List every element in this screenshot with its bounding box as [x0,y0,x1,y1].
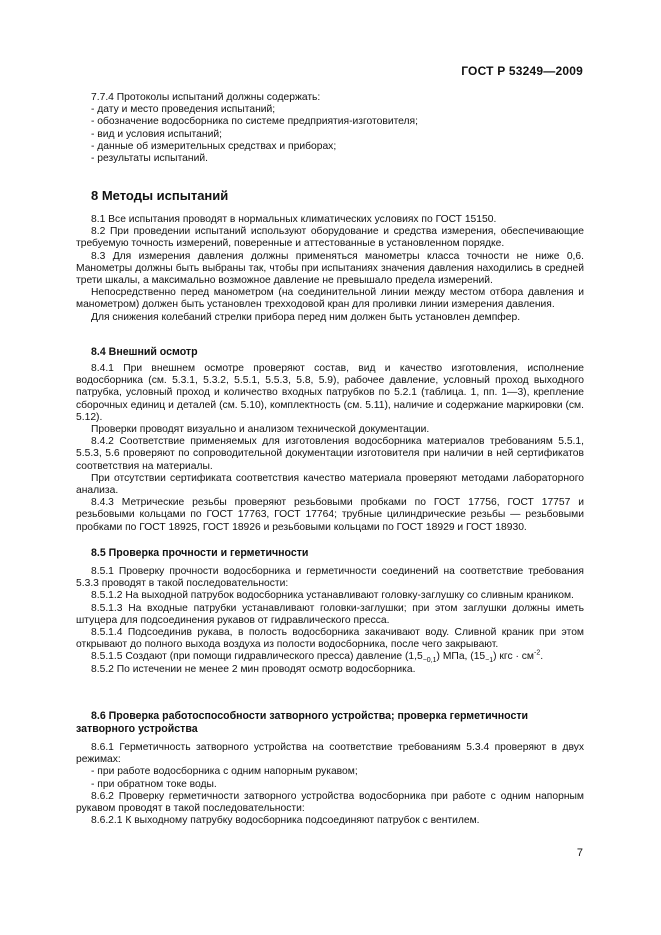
paragraph-8-3: 8.3 Для измерения давления должны применяться манометры класса точности не ниже 0,6. Манометры должны быть выбраны так, чтобы при испытаниях значения давления находились в средней трети шкалы, а максимально возможное давление не превышало предела измерений. [76,250,584,287]
paragraph-8-4-1-visual: Проверки проводят визуально и анализом технической документации. [91,424,430,436]
section-8 [76,190,584,202]
section-8-5-title: 8.5 Проверка прочности и герметичности [91,547,309,559]
paragraph-8-4-1: 8.4.1 При внешнем осмотре проверяют состав, вид и качество изготовления, исполнение водосборника (см. 5.3.1, 5.3.2, 5.5.1, 5.5.3, 5.8, 5.9), рабочее давление, условный проход выходного патрубка, условный проход и количество входных патрубков по 5.2.1 (таблица. 1, пп. 1—3), крепление сборочных единиц и деталей (см. 5.10), комплектность (см. 5.11), наличие и содержание маркировки (см. 5.12). [76,363,584,423]
pressure-text-e: ) кгс · см [493,651,534,663]
section-8-title: 8 Методы испытаний [91,188,229,203]
section-8-5-body [76,566,584,676]
section-8-6-title: 8.6 Проверка работоспособности затворного устройства; проверка герметичности затворного устройства [76,710,529,735]
list-item: - вид и условия испытаний; [91,128,222,140]
paragraph-8-6-2-1: 8.6.2.1 К выходному патрубку водосборника подсоединяют патрубок с вентилем. [91,815,480,827]
paragraph-8-6-2: 8.6.2 Проверку герметичности затворного устройства водосборника при работе с одним напорным рукавом проводят в такой последовательности: [76,790,584,815]
paragraph-8-1: 8.1 Все испытания проводят в нормальных климатических условиях по ГОСТ 15150. [91,214,497,225]
section-8-6 [76,710,584,736]
list-item: - при обратном токе воды. [91,778,217,790]
paragraph-8-5-1-4: 8.5.1.4 Подсоединив рукава, в полость водосборника закачивают воду. Сливной краник при этом открывают до полного выхода воздуха из полости водосборника, после чего закрывают. [76,627,584,651]
paragraph-8-5-2: 8.5.2 По истечении не менее 2 мин проводят осмотр водосборника. [91,663,416,675]
pressure-tolerance-kgf: −1 [485,657,494,665]
paragraph-8-5-1-5 [76,651,584,663]
paragraph-8-2: 8.2 При проведении испытаний используют оборудование и средства измерения, обеспечивающие требуемую точность измерений, поверенные и аттестованные в установленном порядке. [76,226,584,250]
paragraph-8-5-1-2: 8.5.1.2 На выходной патрубок водосборника устанавливают головку-заглушку со сливным краником. [91,590,574,602]
paragraph-8-4-2-lab: При отсутствии сертификата соответствия качество материала проверяют методами лабораторного анализа. [76,472,584,497]
list-item: - обозначение водосборника по системе предприятия-изготовителя; [91,116,418,128]
list-item: - дату и место проведения испытаний; [91,104,276,116]
paragraph-8-6-1: 8.6.1 Герметичность затворного устройства на соответствие требованиям 5.3.4 проверяют в двух режимах: [76,742,584,766]
paragraph-8-5-1: 8.5.1 Проверку прочности водосборника и герметичности соединений на соответствие требования 5.3.3 проводят в такой последовательности: [76,566,584,590]
pressure-text-g: . [540,651,544,663]
section-8-4 [76,346,584,358]
section-8-4-body [76,363,584,534]
page-number: 7 [576,847,583,859]
section-8-5 [76,547,584,559]
pressure-text-c: ) МПа, (15 [436,651,486,663]
list-item: - при работе водосборника с одним напорным рукавом; [91,766,358,778]
pressure-tolerance-mpa: −0,1 [422,657,437,665]
section-7-7-4 [76,92,584,165]
paragraph-8-3-damper: Для снижения колебаний стрелки прибора перед ним должен быть установлен демпфер. [91,311,521,323]
section-7-7-4-intro: 7.7.4 Протоколы испытаний должны содержать: [91,92,321,103]
paragraph-8-5-1-3: 8.5.1.3 На входные патрубки устанавливают головки-заглушки; при этом заглушки должны иметь штуцера для подсоединения рукавов от гидравлического пресса. [76,602,584,626]
paragraph-8-4-3: 8.4.3 Метрические резьбы проверяют резьбовыми пробками по ГОСТ 17756, ГОСТ 17757 и резьбовыми кольцами по ГОСТ 17763, ГОСТ 17764; трубные цилиндрические резьбы — резьбовыми пробками по ГОСТ 18925, ГОСТ 18926 и резьбовыми кольцами по ГОСТ 18929 и ГОСТ 18930. [76,497,584,533]
section-8-6-body [76,742,584,827]
section-8-4-title: 8.4 Внешний осмотр [91,346,198,358]
paragraph-8-3-manometer: Непосредственно перед манометром (на соединительной линии между местом отбора давления и манометром) должен быть установлен трехходовой кран для проливки линии измерения давления. [76,287,584,311]
pressure-text-a: 8.5.1.5 Создают (при помощи гидравлического пресса) давление (1,5 [91,651,423,663]
section-8-body [76,214,584,324]
pressure-exponent: -2 [534,650,541,657]
standard-header: ГОСТ Р 53249—2009 [461,64,583,78]
list-item: - данные об измерительных средствах и приборах; [91,140,337,152]
list-item: - результаты испытаний. [91,153,208,165]
paragraph-8-4-2: 8.4.2 Соответствие применяемых для изготовления водосборника материалов требованиям 5.5.1, 5.5.3, 5.6 проверяют по сопроводительной документации изготовителя при наличии в ней сертификатов соответствия на материалы. [76,436,584,472]
